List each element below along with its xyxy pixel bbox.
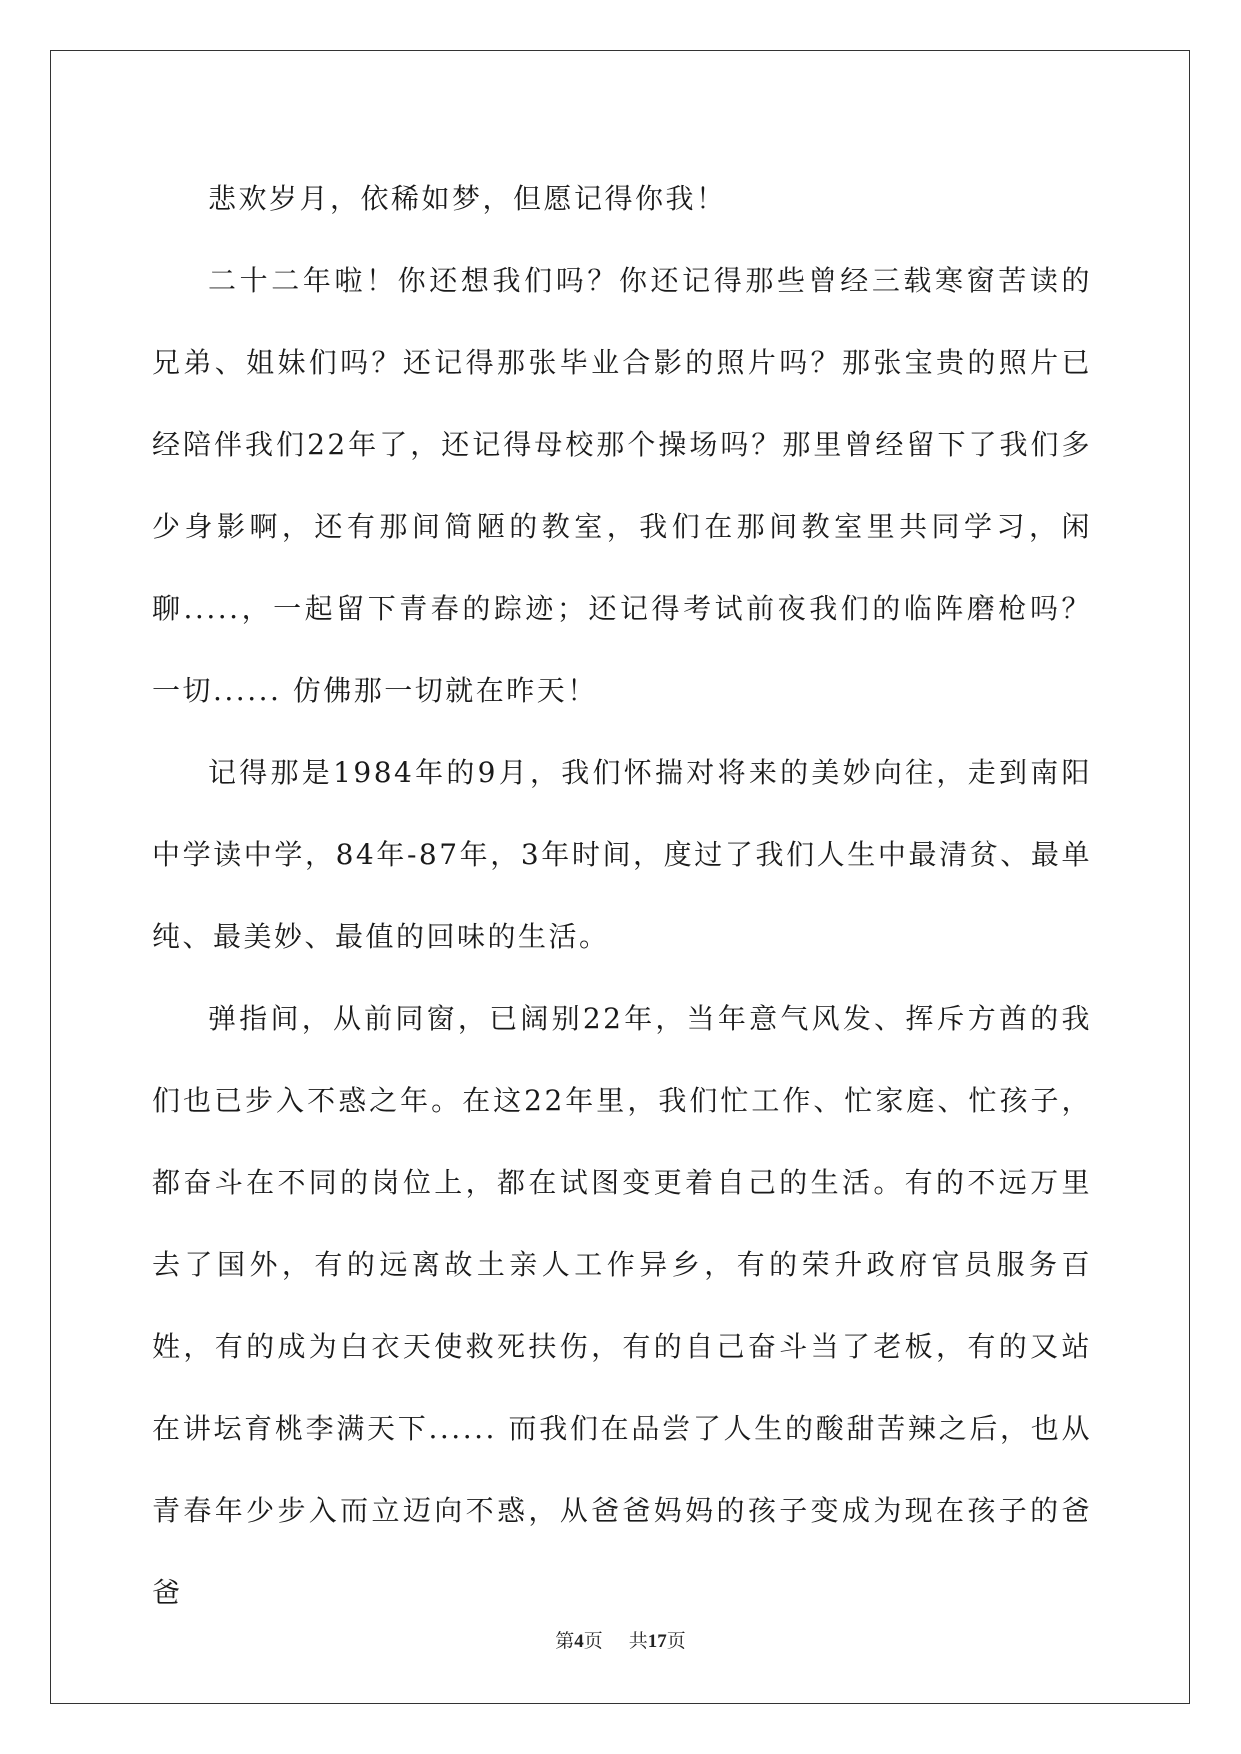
total-pages-number: 17 bbox=[647, 1631, 667, 1652]
paragraph-1: 悲欢岁月，依稀如梦，但愿记得你我！ bbox=[208, 182, 727, 215]
total-suffix: 页 bbox=[666, 1631, 686, 1652]
paragraph-2: 二十二年啦！你还想我们吗？你还记得那些曾经三载寒窗苦读的兄弟、姐妹们吗？还记得那张毕业合影的照片吗？那张宝贵的照片已经陪伴我们22年了，还记得母校那个操场吗？那里曾经留下了我们多少身影啊，还有那间简陋的教室，我们在那间教室里共同学习，闲聊.....，一起留下青春的踪迹；还记得考试前夜我们的临阵磨枪吗？一切...... 仿佛那一切就在昨天！ bbox=[152, 264, 1092, 707]
page-prefix: 第 bbox=[555, 1631, 575, 1652]
paragraph-4: 弹指间，从前同窗，已阔别22年，当年意气风发、挥斥方酋的我们也已步入不惑之年。在这22年里，我们忙工作、忙家庭、忙孩子，都奋斗在不同的岗位上，都在试图变更着自己的生活。有的不远万里去了国外，有的远离故土亲人工作异乡，有的荣升政府官员服务百姓，有的成为白衣天使救死扶伤，有的自己奋斗当了老板，有的又站在讲坛育桃李满天下...... 而我们在品尝了人生的酸甜苦辣之后，也从青春年少步入而立迈向不惑，从爸爸妈妈的孩子变成为现在孩子的爸爸 bbox=[152, 1002, 1092, 1609]
total-prefix: 共 bbox=[628, 1631, 648, 1652]
current-page-number: 4 bbox=[574, 1631, 584, 1652]
paragraph-3: 记得那是1984年的9月，我们怀揣对将来的美妙向往，走到南阳中学读中学，84年-87年，3年时间，度过了我们人生中最清贫、最单纯、最美妙、最值的回味的生活。 bbox=[152, 756, 1092, 953]
document-body bbox=[152, 158, 1092, 1634]
page-suffix: 页 bbox=[583, 1631, 603, 1652]
page-footer bbox=[0, 1626, 1241, 1653]
